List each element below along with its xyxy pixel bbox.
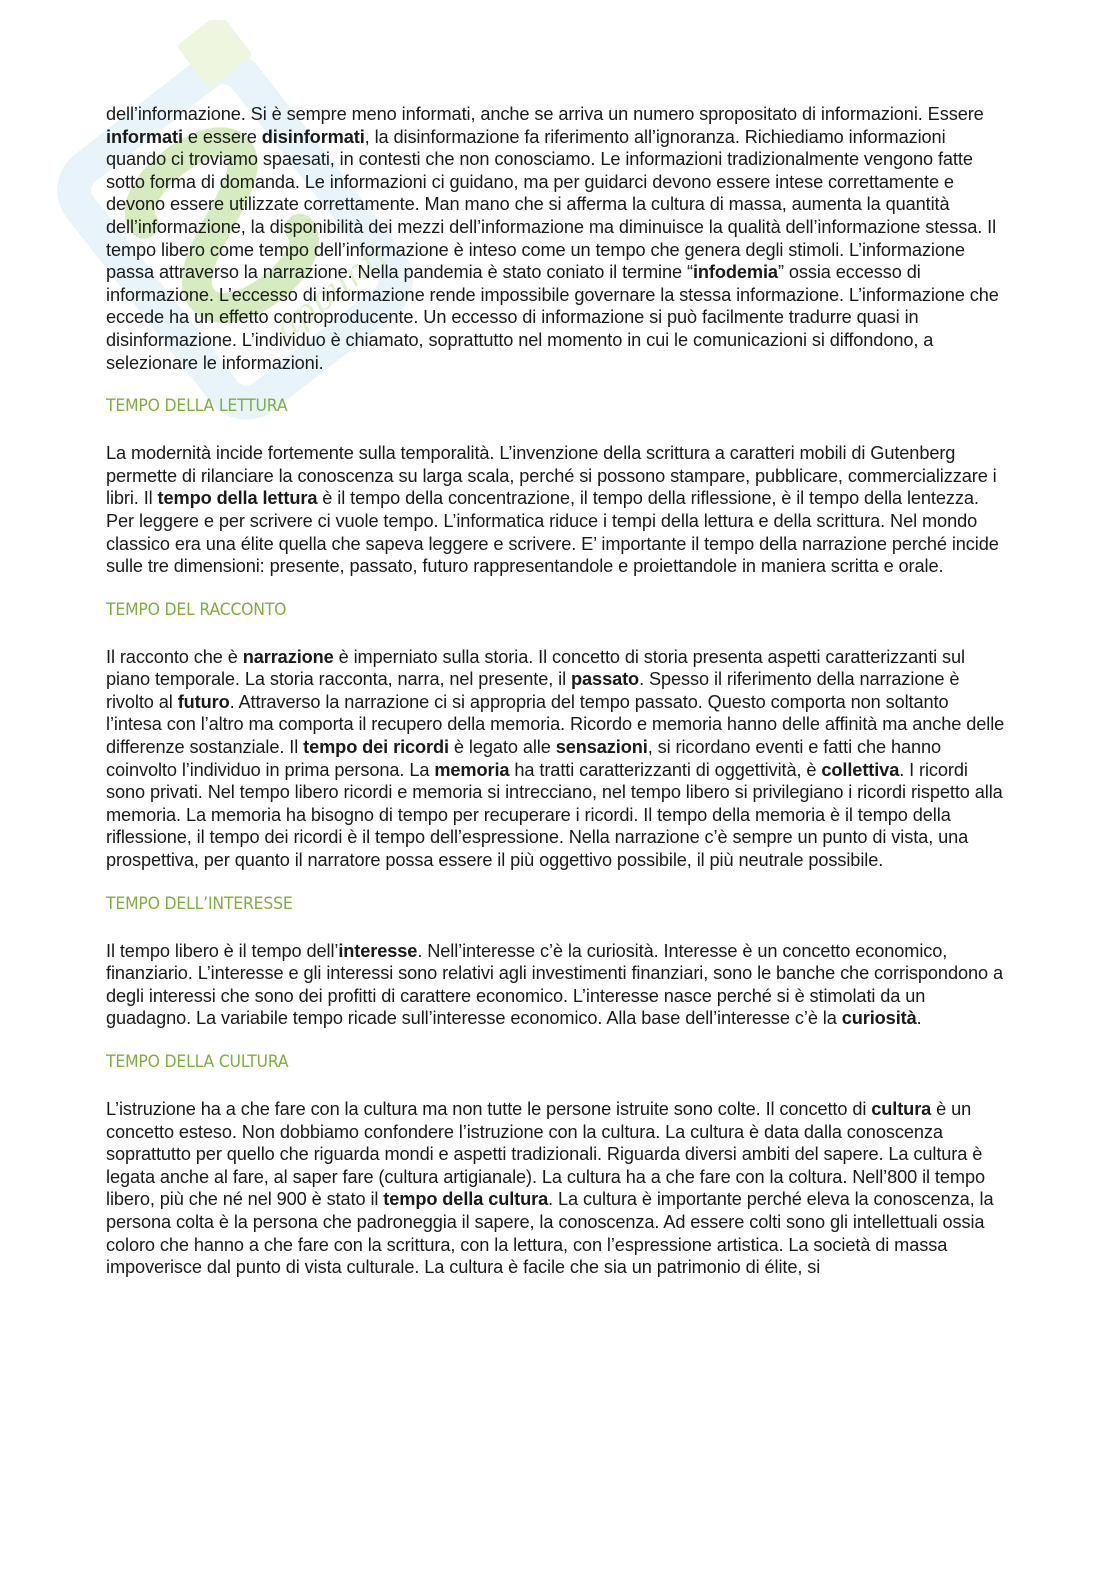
- section-heading: TEMPO DELL’INTERESSE: [106, 893, 293, 914]
- section-heading: TEMPO DEL RACCONTO: [106, 599, 287, 620]
- text-run: . La cultura è importante perché eleva la conoscenza, la persona colta è la persona che padroneggia il sapere, la conoscenza. Ad essere colti sono gli intellettuali ossia coloro che hanno a che fare con la scrittura, con la lettura, con l’espressione artistica. La società di massa impoverisce dal punto di vista culturale. La cultura è facile che sia un patrimonio di élite, si: [106, 1189, 994, 1278]
- bold-term: infodemia: [692, 262, 778, 283]
- text-run: . Nell’interesse c’è la curiosità. Interesse è un concetto economico, finanziario. L’interesse e gli interessi sono relativi agli investimenti finanziari, sono le banche che corrispondono a degli interessi che sono dei profitti di carattere economico. L’interesse nasce perché si è stimolati da un guadagno. La variabile tempo ricade sull’interesse economico. Alla base dell’interesse c’è la: [106, 940, 1003, 1029]
- text-run: . I ricordi sono privati. Nel tempo libero ricordi e memoria si intrecciano, nel tempo libero si privilegiano i ricordi rispetto alla memoria. La memoria ha bisogno di tempo per recuperare i ricordi. Il tempo della memoria è il tempo della riflessione, il tempo dei ricordi è il tempo dell’espressione. Nella narrazione c’è sempre un punto di vista, una prospettiva, per quanto il narratore possa essere il più oggettivo possibile, il più neutrale possibile.: [106, 759, 1003, 871]
- text-run: è un concetto esteso. Non dobbiamo confondere l’istruzione con la cultura. La cultura è data dalla conoscenza soprattutto per quello che riguarda mondi e aspetti tradizionali. Riguarda diversi ambiti del sapere. La cultura è legata anche al fare, al saper fare (cultura artigianale). La cultura ha a che fare con la coltura. Nell’800 il tempo libero, più che né nel 900 è stato il: [106, 1099, 985, 1210]
- text-run: dell’informazione. Si è sempre meno informati, anche se arriva un numero spropositato di informazioni. Essere: [106, 104, 984, 124]
- bold-term: curiosità: [841, 1008, 917, 1029]
- text-run: , si ricordano eventi e fatti che hanno coinvolto l’individuo in prima persona. La: [106, 737, 942, 780]
- paragraph: [106, 103, 1006, 374]
- text-run: .: [916, 1008, 922, 1029]
- bold-term: narrazione: [242, 646, 334, 667]
- bold-term: interesse: [338, 940, 418, 961]
- paragraph: [106, 442, 1006, 578]
- text-run: è legato alle: [448, 737, 556, 758]
- document-page: [106, 103, 1006, 1279]
- bold-term: futuro: [177, 691, 230, 712]
- text-run: , la disinformazione fa riferimento all’ignoranza. Richiediamo informazioni quando ci troviamo spaesati, in contesti che non conosciamo. Le informazioni tradizionalmente vengono fatte sotto forma di domanda. Le informazioni ci guidano, ma per guidarci devono essere intese correttamente e devono essere utilizzate correttamente. Man mano che si afferma la cultura di massa, aumenta la quantità dell’informazione, la disponibilità dei mezzi dell’informazione ma diminuisce la qualità dell’informazione stessa. Il tempo libero come tempo dell’informazione è inteso come un tempo che genera degli stimoli. L’informazione passa attraverso la narrazione. Nella pandemia è stato coniato il termine “: [106, 126, 997, 283]
- bold-term: disinformati: [261, 126, 365, 147]
- bold-term: tempo della lettura: [157, 488, 318, 509]
- text-run: Il tempo libero è il tempo dell’: [106, 940, 339, 961]
- text-run: è il tempo della concentrazione, il tempo della riflessione, è il tempo della lentezza. Per leggere e per scrivere ci vuole tempo. L’informatica riduce i tempi della lettura e della scrittura. Nel mondo classico era una élite quella che sapeva leggere e scrivere. E’ importante il tempo della narrazione perché incide sulle tre dimensioni: presente, passato, futuro rappresentandole e proiettandole in maniera scritta e orale.: [106, 488, 999, 577]
- bold-term: collettiva: [821, 759, 900, 780]
- text-run: Il racconto che è: [106, 646, 243, 667]
- paragraph: [106, 940, 1006, 1030]
- text-run: . Spesso il riferimento della narrazione è rivolto al: [106, 669, 960, 712]
- bold-term: cultura: [871, 1099, 932, 1119]
- section-heading: TEMPO DELLA LETTURA: [106, 396, 288, 417]
- bold-term: passato: [571, 669, 640, 690]
- paragraph: [106, 1098, 1006, 1279]
- text-run: . Attraverso la narrazione ci si appropria del tempo passato. Questo comporta non soltanto l’intesa con l’altro ma comporta il recupero della memoria. Ricordo e memoria hanno delle affinità ma anche delle differenze sostanziale. Il: [106, 691, 1005, 758]
- bold-term: tempo della cultura: [383, 1189, 549, 1210]
- text-run: ” ossia eccesso di informazione. L’eccesso di informazione rende impossibile governare la stessa informazione. L’informazione che eccede ha un effetto controproducente. Un eccesso di informazione si può facilmente tradurre quasi in disinformazione. L’individuo è chiamato, soprattutto nel momento in cui le comunicazioni si diffondono, a selezionare le informazioni.: [106, 262, 999, 373]
- text-run: La modernità incide fortemente sulla temporalità. L’invenzione della scrittura a caratteri mobili di Gutenberg permette di rilanciare la conoscenza su larga scala, perché si possono stampare, pubblicare, commercializzare i libri. Il: [106, 443, 997, 509]
- bold-term: sensazioni: [555, 737, 648, 758]
- bold-term: tempo dei ricordi: [303, 737, 449, 758]
- text-run: e essere: [182, 126, 262, 147]
- text-run: L’istruzione ha a che fare con la cultura ma non tutte le persone istruite sono colte. Il concetto di: [106, 1099, 872, 1119]
- bold-term: memoria: [434, 759, 510, 780]
- watermark-text: appunti: [267, 235, 396, 349]
- text-run: è imperniato sulla storia. Il concetto di storia presenta aspetti caratterizzanti sul piano temporale. La storia racconta, narra, nel presente, il: [106, 646, 965, 690]
- section-heading: TEMPO DELLA CULTURA: [106, 1052, 289, 1072]
- text-run: ha tratti caratterizzanti di oggettività, è: [509, 759, 822, 780]
- bold-term: informati: [106, 126, 183, 147]
- paragraph: [106, 646, 1006, 872]
